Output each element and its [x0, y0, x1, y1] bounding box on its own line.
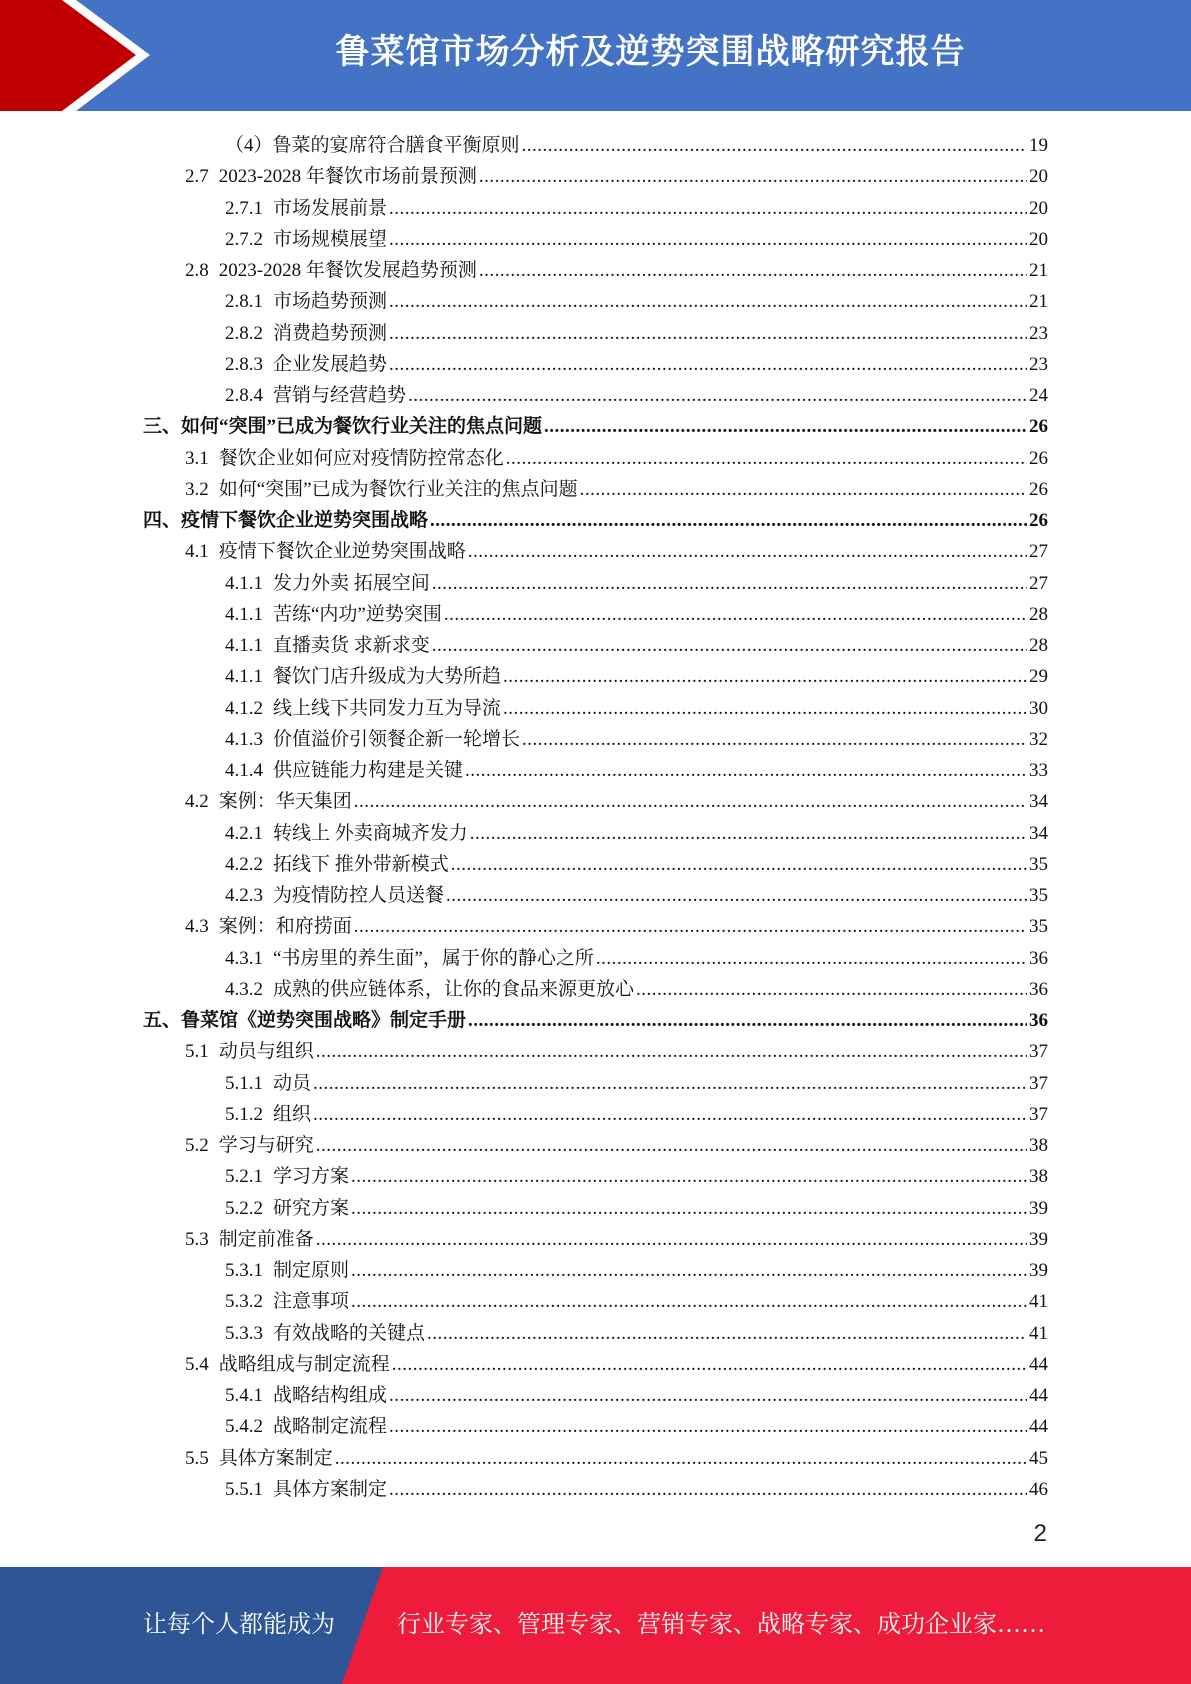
toc-entry-number: 5.3.2 [225, 1291, 263, 1313]
toc-entry-page: 41 [1029, 1291, 1048, 1313]
toc-entry-page: 37 [1029, 1103, 1048, 1125]
toc-entry-number: 5.3.3 [225, 1322, 263, 1344]
toc-entry[interactable] [225, 1314, 1048, 1345]
toc-entry-title: 拓线下 推外带新模式 [273, 853, 449, 875]
toc-entry-title: 如何“突围”已成为餐饮行业关注的焦点问题 [218, 478, 578, 500]
toc-entry-page: 30 [1029, 697, 1048, 719]
toc-entry[interactable] [185, 532, 1048, 563]
toc-entry[interactable] [225, 970, 1048, 1001]
toc-entry-title: 案例：和府捞面 [218, 916, 352, 938]
toc-entry-title: 为疫情防控人员送餐 [273, 885, 445, 906]
toc-entry[interactable] [225, 657, 1048, 688]
toc-leader-dots [335, 1448, 1027, 1470]
toc-entry-title: 餐饮企业如何应对疫情防控常态化 [218, 447, 504, 469]
toc-entry-page: 35 [1029, 853, 1048, 875]
toc-entry-title: 疫情下餐饮企业逆势突围战略 [218, 541, 466, 563]
toc-entry-page: 38 [1029, 1135, 1048, 1156]
toc-entry-number: 4.2.2 [225, 853, 263, 875]
toc-entry-page: 24 [1029, 385, 1048, 406]
toc-entry[interactable] [185, 439, 1048, 470]
toc-entry-page: 20 [1029, 197, 1048, 219]
toc-entry-title: 市场发展前景 [273, 197, 388, 219]
toc-entry-title: 成熟的供应链体系，让你的食品来源更放心 [273, 978, 635, 1000]
toc-leader-dots [522, 729, 1027, 751]
toc-leader-dots [313, 1073, 1027, 1095]
toc-entry-title: 发力外卖 拓展空间 [273, 572, 430, 594]
toc-entry-number: 5.3 [185, 1228, 209, 1250]
toc-leader-dots [580, 479, 1027, 501]
toc-entry-page: 21 [1029, 291, 1048, 313]
toc-entry-page: 19 [1029, 135, 1048, 156]
toc-entry[interactable] [143, 407, 1048, 438]
toc-entry-number: 4.1.3 [225, 728, 263, 750]
toc-entry-title: 制定原则 [273, 1260, 350, 1281]
toc-entry-number: 4.1.1 [225, 666, 263, 688]
toc-entry-number: 2.8.4 [225, 385, 263, 406]
toc-leader-dots [430, 510, 1027, 532]
toc-leader-dots [544, 416, 1027, 438]
toc-entry-page: 39 [1029, 1260, 1048, 1281]
toc-entry-page: 35 [1029, 885, 1048, 906]
toc-entry-number: 5.1.1 [225, 1072, 263, 1094]
toc-leader-dots [408, 385, 1027, 407]
toc-entry-page: 23 [1029, 353, 1048, 375]
toc-entry-title: 转线上 外卖商城齐发力 [273, 822, 468, 844]
toc-entry[interactable] [225, 626, 1048, 657]
toc-entry[interactable] [225, 282, 1048, 313]
toc-entry-number: 5.1 [185, 1041, 209, 1063]
toc-entry[interactable] [185, 907, 1048, 938]
page-header [0, 0, 1191, 111]
toc-entry-number: 2.7.2 [225, 228, 263, 250]
toc-leader-dots [351, 1260, 1027, 1282]
toc-entry[interactable] [225, 1407, 1048, 1438]
toc-leader-dots [503, 666, 1027, 688]
toc-entry-title: 市场趋势预测 [273, 291, 388, 313]
toc-entry-title: （4）鲁菜的宴席符合膳食平衡原则 [225, 135, 520, 156]
toc-entry-number: 4.1.1 [225, 603, 263, 625]
toc-leader-dots [354, 791, 1027, 813]
toc-entry-title: 餐饮门店升级成为大势所趋 [273, 666, 502, 688]
toc-entry[interactable] [225, 220, 1048, 251]
toc-entry[interactable] [225, 751, 1048, 782]
toc-entry-title: 研究方案 [273, 1197, 350, 1219]
toc-entry-number: 5.2.1 [225, 1166, 263, 1188]
toc-entry[interactable] [185, 157, 1048, 188]
toc-entry-title: 制定前准备 [218, 1228, 314, 1250]
toc-entry[interactable] [225, 845, 1048, 876]
toc-entry-page: 26 [1029, 478, 1048, 500]
toc-leader-dots [389, 323, 1027, 345]
toc-leader-dots [389, 1479, 1027, 1501]
toc-entry-title: 四、疫情下餐饮企业逆势突围战略 [143, 510, 429, 531]
toc-entry[interactable] [225, 1282, 1048, 1313]
toc-entry-title: 营销与经营趋势 [273, 385, 407, 406]
toc-leader-dots [316, 1229, 1027, 1251]
toc-leader-dots [392, 1354, 1027, 1376]
toc-entry-number: 4.1.1 [225, 635, 263, 656]
toc-entry-page: 29 [1029, 666, 1048, 688]
toc-leader-dots [389, 1385, 1027, 1407]
toc-entry-page: 20 [1029, 228, 1048, 250]
toc-entry-number: 5.2 [185, 1135, 209, 1156]
toc-entry-page: 28 [1029, 603, 1048, 625]
toc-entry-page: 41 [1029, 1322, 1048, 1344]
toc-entry-page: 36 [1029, 1010, 1048, 1031]
page-footer [0, 1567, 1191, 1684]
toc-entry-page: 38 [1029, 1166, 1048, 1188]
toc-entry[interactable] [185, 782, 1048, 813]
page-number: 2 [1033, 1520, 1047, 1547]
toc-entry-title: 供应链能力构建是关键 [273, 760, 464, 781]
toc-entry[interactable] [225, 1376, 1048, 1407]
toc-entry-number: 3.2 [185, 478, 209, 500]
toc-entry[interactable] [225, 814, 1048, 845]
toc-entry-title: 战略结构组成 [273, 1385, 388, 1406]
toc-entry-title: 价值溢价引领餐企新一轮增长 [273, 728, 521, 750]
toc-entry-page: 33 [1029, 760, 1048, 781]
toc-entry-page: 21 [1029, 260, 1048, 281]
toc-leader-dots [389, 198, 1027, 220]
toc-entry-page: 28 [1029, 635, 1048, 656]
toc-entry[interactable] [225, 876, 1048, 907]
toc-entry-number: 4.1.2 [225, 697, 263, 719]
toc-entry-number: 5.5 [185, 1447, 209, 1469]
toc-entry-page: 37 [1029, 1072, 1048, 1094]
toc-entry-title: 线上线下共同发力互为导流 [273, 697, 502, 719]
toc-entry-title: 注意事项 [273, 1291, 350, 1313]
toc-entry-title: 2023-2028 年餐饮市场前景预测 [218, 166, 477, 188]
toc-leader-dots [468, 1010, 1027, 1032]
toc-entry-title: 三、如何“突围”已成为餐饮行业关注的焦点问题 [143, 416, 543, 438]
toc-entry-number: 2.8.2 [225, 322, 263, 344]
toc-entry-title: 学习方案 [273, 1166, 350, 1188]
toc-leader-dots [316, 1041, 1027, 1063]
toc-entry-page: 27 [1029, 572, 1048, 594]
toc-entry-page: 45 [1029, 1447, 1048, 1469]
toc-entry-page: 26 [1029, 447, 1048, 469]
toc-entry-page: 34 [1029, 822, 1048, 844]
toc-leader-dots [351, 1198, 1027, 1220]
toc-entry-title: 具体方案制定 [218, 1447, 333, 1469]
toc-entry-page: 32 [1029, 728, 1048, 750]
toc-leader-dots [389, 354, 1027, 376]
toc-entry[interactable] [225, 1095, 1048, 1126]
toc-entry-title: 学习与研究 [218, 1135, 314, 1156]
toc-leader-dots [451, 854, 1027, 876]
toc-entry[interactable] [185, 1345, 1048, 1376]
toc-entry-number: 5.4.2 [225, 1416, 263, 1438]
toc-entry-title: 消费趋势预测 [273, 322, 388, 344]
toc-entry-title: “书房里的养生面”，属于你的静心之所 [273, 947, 594, 969]
toc-entry-page: 20 [1029, 166, 1048, 188]
toc-entry-page: 35 [1029, 916, 1048, 938]
toc-leader-dots [470, 823, 1027, 845]
toc-entry[interactable] [185, 1126, 1048, 1157]
toc-entry-number: 4.1.1 [225, 572, 263, 594]
toc-entry-page: 46 [1029, 1478, 1048, 1500]
toc-entry-page: 27 [1029, 541, 1048, 563]
toc-leader-dots [465, 760, 1027, 782]
toc-entry[interactable] [143, 501, 1048, 532]
toc-leader-dots [444, 604, 1027, 626]
toc-entry-number: 5.1.2 [225, 1103, 263, 1125]
toc-entry-page: 36 [1029, 978, 1048, 1000]
toc-entry-number: 4.2.1 [225, 822, 263, 844]
toc-leader-dots [389, 291, 1027, 313]
toc-leader-dots [389, 229, 1027, 251]
toc-entry[interactable] [185, 470, 1048, 501]
toc-leader-dots [313, 1104, 1027, 1126]
toc-entry-page: 44 [1029, 1353, 1048, 1375]
toc-entry[interactable] [185, 1032, 1048, 1063]
toc-entry-page: 36 [1029, 947, 1048, 969]
toc-entry-title: 苦练“内功”逆势突围 [273, 603, 442, 625]
toc-entry-number: 5.3.1 [225, 1260, 263, 1281]
toc-entry-number: 2.8.1 [225, 291, 263, 313]
toc-entry[interactable] [225, 720, 1048, 751]
toc-entry[interactable] [225, 1157, 1048, 1188]
toc-entry-page: 44 [1029, 1385, 1048, 1406]
toc-entry-number: 4.2 [185, 791, 209, 813]
toc-entry[interactable] [225, 1189, 1048, 1220]
toc-leader-dots [596, 948, 1027, 970]
toc-entry-number: 5.4 [185, 1353, 209, 1375]
toc-entry[interactable] [225, 689, 1048, 720]
toc-entry[interactable] [225, 1251, 1048, 1282]
toc-entry-page: 39 [1029, 1197, 1048, 1219]
toc-entry[interactable] [185, 1220, 1048, 1251]
toc-entry-page: 44 [1029, 1416, 1048, 1438]
toc-entry[interactable] [225, 1064, 1048, 1095]
toc-entry-number: 5.5.1 [225, 1478, 263, 1500]
toc-entry-title: 动员 [273, 1072, 312, 1094]
toc-leader-dots [351, 1291, 1027, 1313]
toc-entry-number: 2.8.3 [225, 353, 263, 375]
toc-entry-title: 案例：华天集团 [218, 791, 352, 813]
toc-entry[interactable] [225, 314, 1048, 345]
toc-entry-number: 4.2.3 [225, 885, 263, 906]
toc-entry[interactable] [143, 1001, 1048, 1032]
toc-leader-dots [316, 1135, 1027, 1157]
toc-entry-title: 有效战略的关键点 [273, 1322, 426, 1344]
toc-entry[interactable] [225, 939, 1048, 970]
toc-leader-dots [446, 885, 1027, 907]
toc-entry-title: 企业发展趋势 [273, 353, 388, 375]
toc-entry-title: 战略组成与制定流程 [218, 1353, 390, 1375]
toc-entry[interactable] [185, 1439, 1048, 1470]
toc-leader-dots [427, 1323, 1027, 1345]
toc-entry-number: 2.7.1 [225, 197, 263, 219]
toc-leader-dots [479, 260, 1027, 282]
toc-entry-title: 五、鲁菜馆《逆势突围战略》制定手册 [143, 1010, 467, 1031]
toc-entry-title: 2023-2028 年餐饮发展趋势预测 [218, 260, 477, 281]
toc-entry-number: 5.2.2 [225, 1197, 263, 1219]
toc-entry-title: 战略制定流程 [273, 1416, 388, 1438]
toc-leader-dots [432, 573, 1027, 595]
toc-entry-page: 34 [1029, 791, 1048, 813]
toc-leader-dots [522, 135, 1027, 157]
toc-entry[interactable] [225, 564, 1048, 595]
toc-leader-dots [506, 448, 1027, 470]
toc-leader-dots [479, 166, 1027, 188]
toc-entry-page: 26 [1029, 510, 1048, 531]
toc-entry[interactable] [185, 251, 1048, 282]
toc-leader-dots [354, 916, 1027, 938]
toc-entry-number: 5.4.1 [225, 1385, 263, 1406]
toc-leader-dots [389, 1416, 1027, 1438]
toc-entry-number: 2.8 [185, 260, 209, 281]
toc-entry[interactable] [225, 376, 1048, 407]
toc-entry-number: 4.3 [185, 916, 209, 938]
footer-slogan-left: 让每个人都能成为 [143, 1612, 335, 1638]
toc-leader-dots [468, 541, 1027, 563]
toc-entry[interactable] [225, 126, 1048, 157]
toc-entry-page: 39 [1029, 1228, 1048, 1250]
toc-entry-number: 2.7 [185, 166, 209, 188]
toc-entry-number: 4.1 [185, 541, 209, 563]
toc-entry-title: 具体方案制定 [273, 1478, 388, 1500]
toc-entry-page: 26 [1029, 416, 1048, 438]
toc-leader-dots [503, 698, 1027, 720]
toc-entry-title: 组织 [273, 1103, 312, 1125]
toc-entry-title: 直播卖货 求新求变 [273, 635, 430, 656]
toc-leader-dots [432, 635, 1027, 657]
toc-entry[interactable] [225, 189, 1048, 220]
toc-leader-dots [351, 1166, 1027, 1188]
toc-entry-number: 3.1 [185, 447, 209, 469]
toc-entry-page: 37 [1029, 1041, 1048, 1063]
report-title: 鲁菜馆市场分析及逆势突围战略研究报告 [335, 32, 966, 72]
toc-leader-dots [636, 979, 1027, 1001]
toc-entry[interactable] [225, 345, 1048, 376]
toc-entry-number: 4.3.2 [225, 978, 263, 1000]
footer-slogan-right: 行业专家、管理专家、营销专家、战略专家、成功企业家…… [397, 1612, 1045, 1638]
toc-entry-title: 市场规模展望 [273, 228, 388, 250]
toc-entry[interactable] [225, 1470, 1048, 1501]
toc-entry[interactable] [225, 595, 1048, 626]
toc-entry-title: 动员与组织 [218, 1041, 314, 1063]
toc-entry-number: 4.3.1 [225, 947, 263, 969]
toc-entry-number: 4.1.4 [225, 760, 263, 781]
toc-entry-page: 23 [1029, 322, 1048, 344]
